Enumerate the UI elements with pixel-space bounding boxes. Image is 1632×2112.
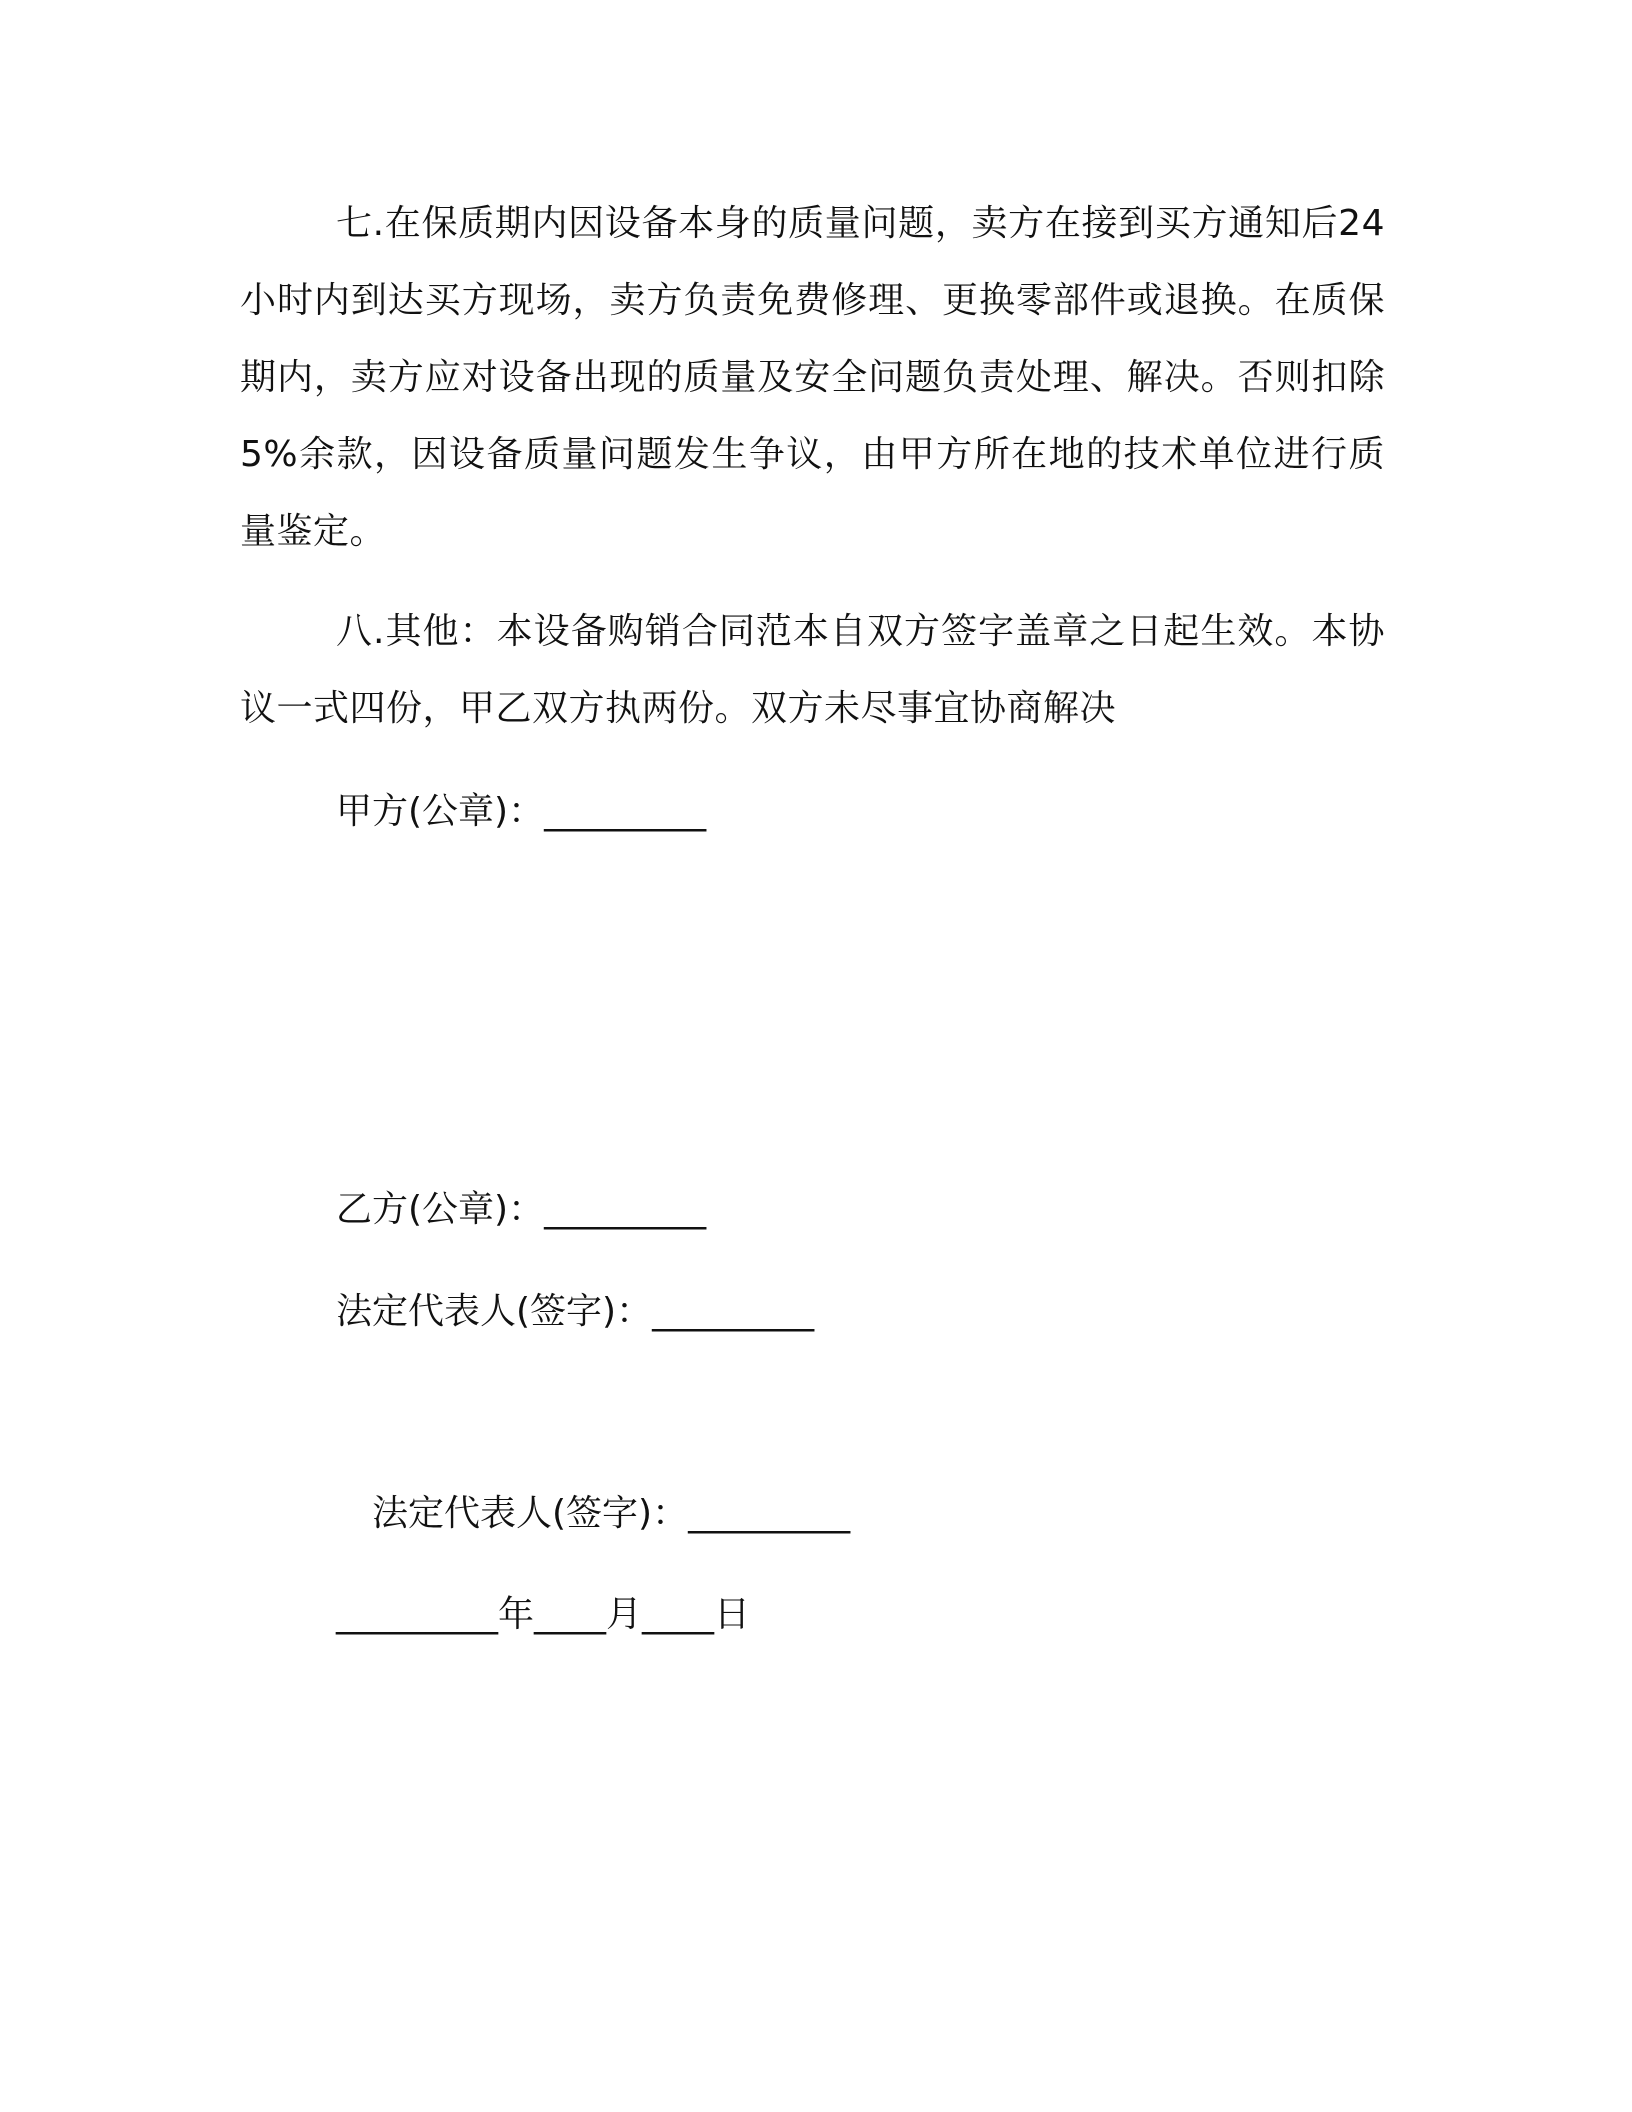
clause-8-other: 八.其他：本设备购销合同范本自双方签字盖章之日起生效。本协议一式四份，甲乙双方执两份。双方未尽事宜协商解决 [240, 611, 1385, 729]
legal-representative-signature-line-1: 法定代表人(签字)：_________ [336, 1291, 815, 1332]
clause-7-warranty: 七.在保质期内因设备本身的质量问题，卖方在接到买方通知后24小时内到达买方现场，卖方负责免费修理、更换零部件或退换。在质保期内，卖方应对设备出现的质量及安全问题负责处理、解决。否则扣除5%余款，因设备质量问题发生争议，由甲方所在地的技术单位进行质量鉴定。 [240, 203, 1385, 552]
party-a-seal-line: 甲方(公章)：_________ [336, 791, 707, 832]
date-line: _________年____月____日 [336, 1594, 750, 1635]
legal-representative-signature-line-2: 法定代表人(签字)：_________ [372, 1493, 851, 1534]
party-b-seal-line: 乙方(公章)：_________ [336, 1189, 707, 1230]
